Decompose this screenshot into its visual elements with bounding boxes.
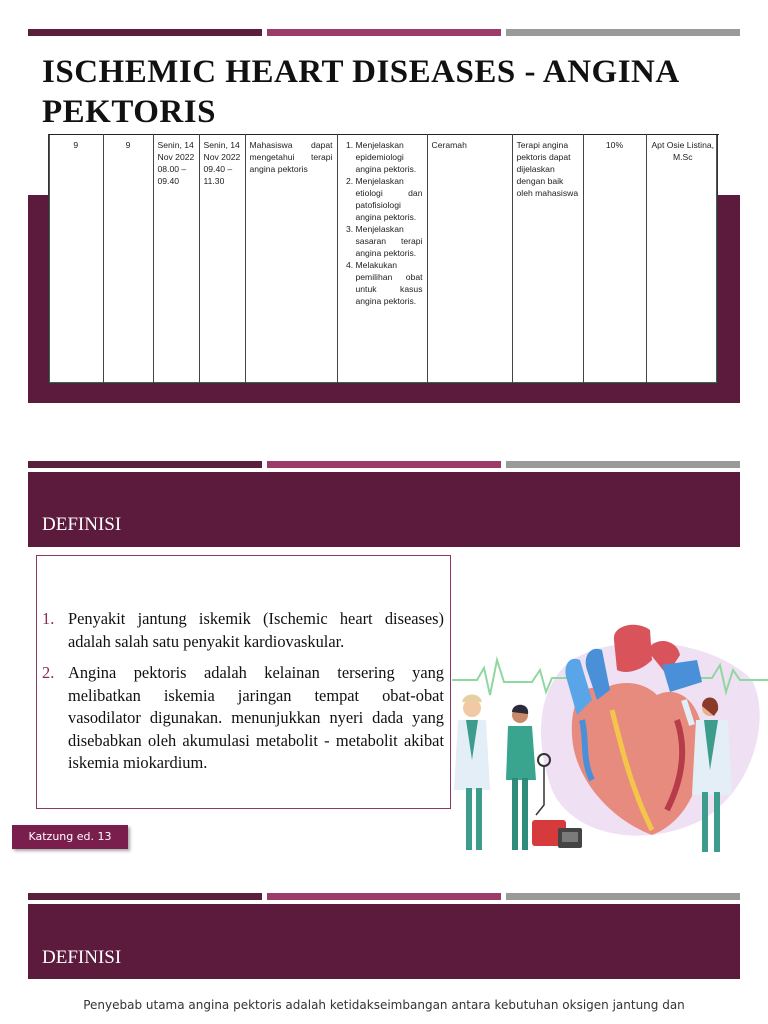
- cell-weight: 10%: [583, 135, 646, 384]
- top-stripe-dark: [28, 29, 262, 36]
- top-stripe-mid: [267, 29, 501, 36]
- defibrillator-icon: [532, 820, 582, 848]
- stripe-mid: [267, 893, 501, 900]
- definisi-header-band-2: [28, 904, 740, 979]
- top-stripe-grey: [506, 29, 740, 36]
- list-item: [40, 608, 444, 653]
- cell-method: Ceramah: [427, 135, 512, 384]
- stripe-grey: [506, 893, 740, 900]
- heart-doctors-illustration: [452, 620, 768, 865]
- table-row: [49, 135, 719, 384]
- topic-item: 1. Menjelaskan epidemiologi angina pektoris.: [356, 139, 423, 175]
- topic-item: 2. Menjelaskan etiologi dan patofisiologi angina pektoris.: [356, 175, 423, 223]
- cell-week: 9: [103, 135, 153, 384]
- list-text: Angina pektoris adalah kelainan tersering yang melibatkan iskemia jaringan tempat obat-obat vasodilator digunakan. menunjukkan nyeri dada yang disebabkan oleh akumulasi metabolit - metabolit akibat iskemia miokardium.: [68, 663, 444, 772]
- stripe-grey: [506, 461, 740, 468]
- slide-title: ISCHEMIC HEART DISEASES - ANGINA PEKTORIS: [42, 54, 678, 130]
- list-number: 2.: [42, 663, 55, 682]
- stripe-mid: [267, 461, 501, 468]
- list-number: 1.: [42, 609, 55, 628]
- cell-date-end: Senin, 14 Nov 2022 09.40 – 11.30: [199, 135, 245, 384]
- cell-objective: Mahasiswa dapat mengetahui terapi angina pektoris: [245, 135, 337, 384]
- section-heading-2: DEFINISI: [42, 947, 122, 968]
- topic-item: 3. Menjelaskan sasaran terapi angina pektoris.: [356, 223, 423, 259]
- cell-indicator: Terapi angina pektoris dapat dijelaskan dengan baik oleh mahasiswa: [512, 135, 583, 384]
- source-badge: Katzung ed. 13: [12, 825, 128, 849]
- definition-list: [40, 608, 444, 784]
- cell-topics: [337, 135, 427, 384]
- list-item: [40, 662, 444, 775]
- cell-meeting: 9: [49, 135, 103, 384]
- cell-date-start: Senin, 14 Nov 2022 08.00 – 09.40: [153, 135, 199, 384]
- topic-item: 4. Melakukan pemilihan obat untuk kasus angina pektoris.: [356, 259, 423, 307]
- paragraph-text: Penyebab utama angina pektoris adalah ketidakseimbangan antara kebutuhan oksigen jantung dan: [83, 998, 685, 1012]
- stripe-dark: [28, 893, 262, 900]
- doctor-left-icon: [454, 695, 490, 851]
- schedule-table: [48, 134, 718, 384]
- list-text: Penyakit jantung iskemik (Ischemic heart diseases) adalah salah satu penyakit kardiovaskular.: [68, 609, 444, 651]
- definisi-header-band: [28, 472, 740, 547]
- section-heading: DEFINISI: [42, 514, 122, 535]
- stripe-dark: [28, 461, 262, 468]
- cell-lecturer: Apt Osie Listina, M.Sc: [646, 135, 719, 384]
